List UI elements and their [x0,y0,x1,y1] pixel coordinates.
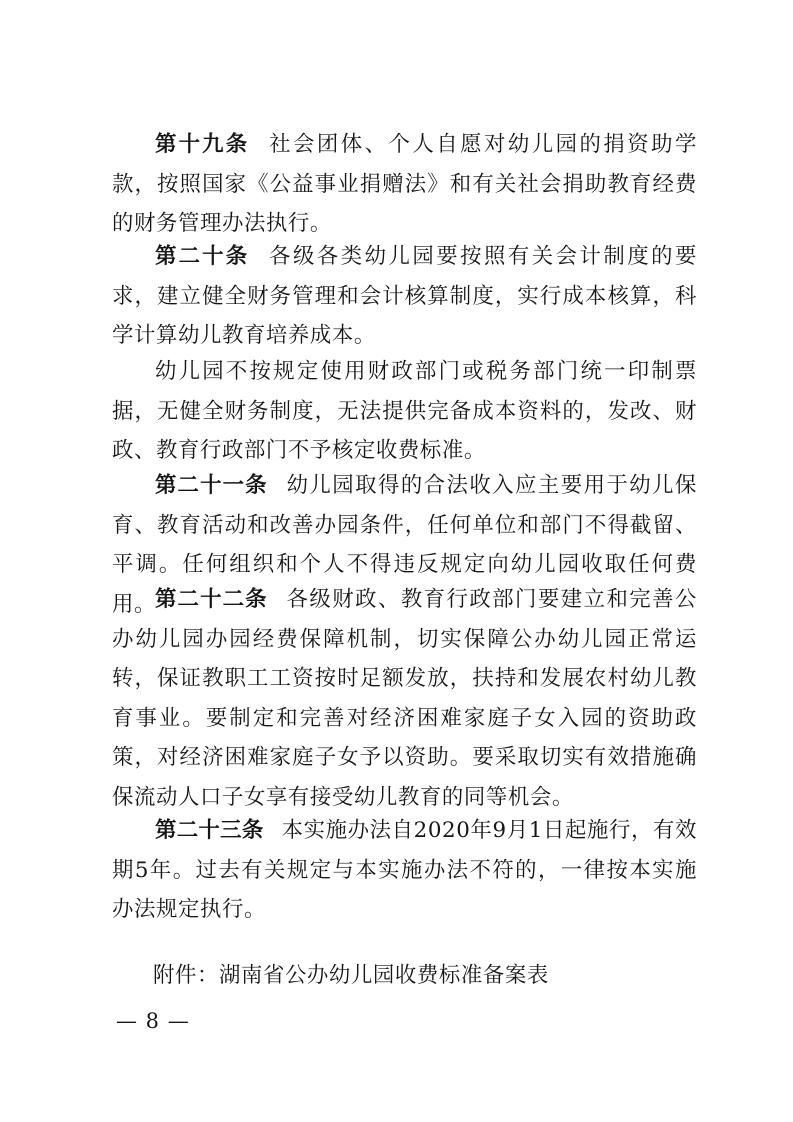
article-22-paragraph [112,580,697,817]
article-23-paragraph [112,811,697,930]
article-20-paragraph [112,237,697,356]
article-23-heading: 第二十三条 [155,818,264,843]
article-19-paragraph [112,125,697,244]
article-21-heading: 第二十一条 [155,473,268,498]
article-21-text: 幼儿园取得的合法收入应主要用于幼儿保育、教育活动和改善办园条件，任何单位和部门不得截留、平调。任何组织和个人不得违反规定向幼儿园收取任何费用。 [112,473,697,617]
article-19-text: 社会团体、个人自愿对幼儿园的捐资助学款，按照国家《公益事业捐赠法》和有关社会捐助教育经费的财务管理办法执行。 [112,132,697,236]
article-20-continuation-text: 幼儿园不按规定使用财政部门或税务部门统一印制票据，无健全财务制度，无法提供完备成本资料的，发改、财政、教育行政部门不予核定收费标准。 [112,359,697,463]
article-20-text: 各级各类幼儿园要按照有关会计制度的要求，建立健全财务管理和会计核算制度，实行成本核算，科学计算幼儿教育培养成本。 [112,244,697,348]
page-number: — 8 — [116,1009,190,1033]
article-22-text: 各级财政、教育行政部门要建立和完善公办幼儿园办园经费保障机制，切实保障公办幼儿园正常运转，保证教职工工资按时足额发放，扶持和发展农村幼儿教育事业。要制定和完善对经济困难家庭子女入园的资助政策，对经济困难家庭子女予以资助。要采取切实有效措施确保流动人口子女享有接受幼儿教育的同等机会。 [112,587,697,810]
article-20-continuation-paragraph [112,352,697,471]
article-19-heading: 第十九条 [155,132,250,157]
article-22-heading: 第二十二条 [155,587,268,612]
article-23-text: 本实施办法自2020年9月1日起施行，有效期5年。过去有关规定与本实施办法不符的，一律按本实施办法规定执行。 [112,818,697,922]
article-20-heading: 第二十条 [155,244,250,269]
attachment-note: 附件：湖南省公办幼儿园收费标准备案表 [153,963,549,988]
